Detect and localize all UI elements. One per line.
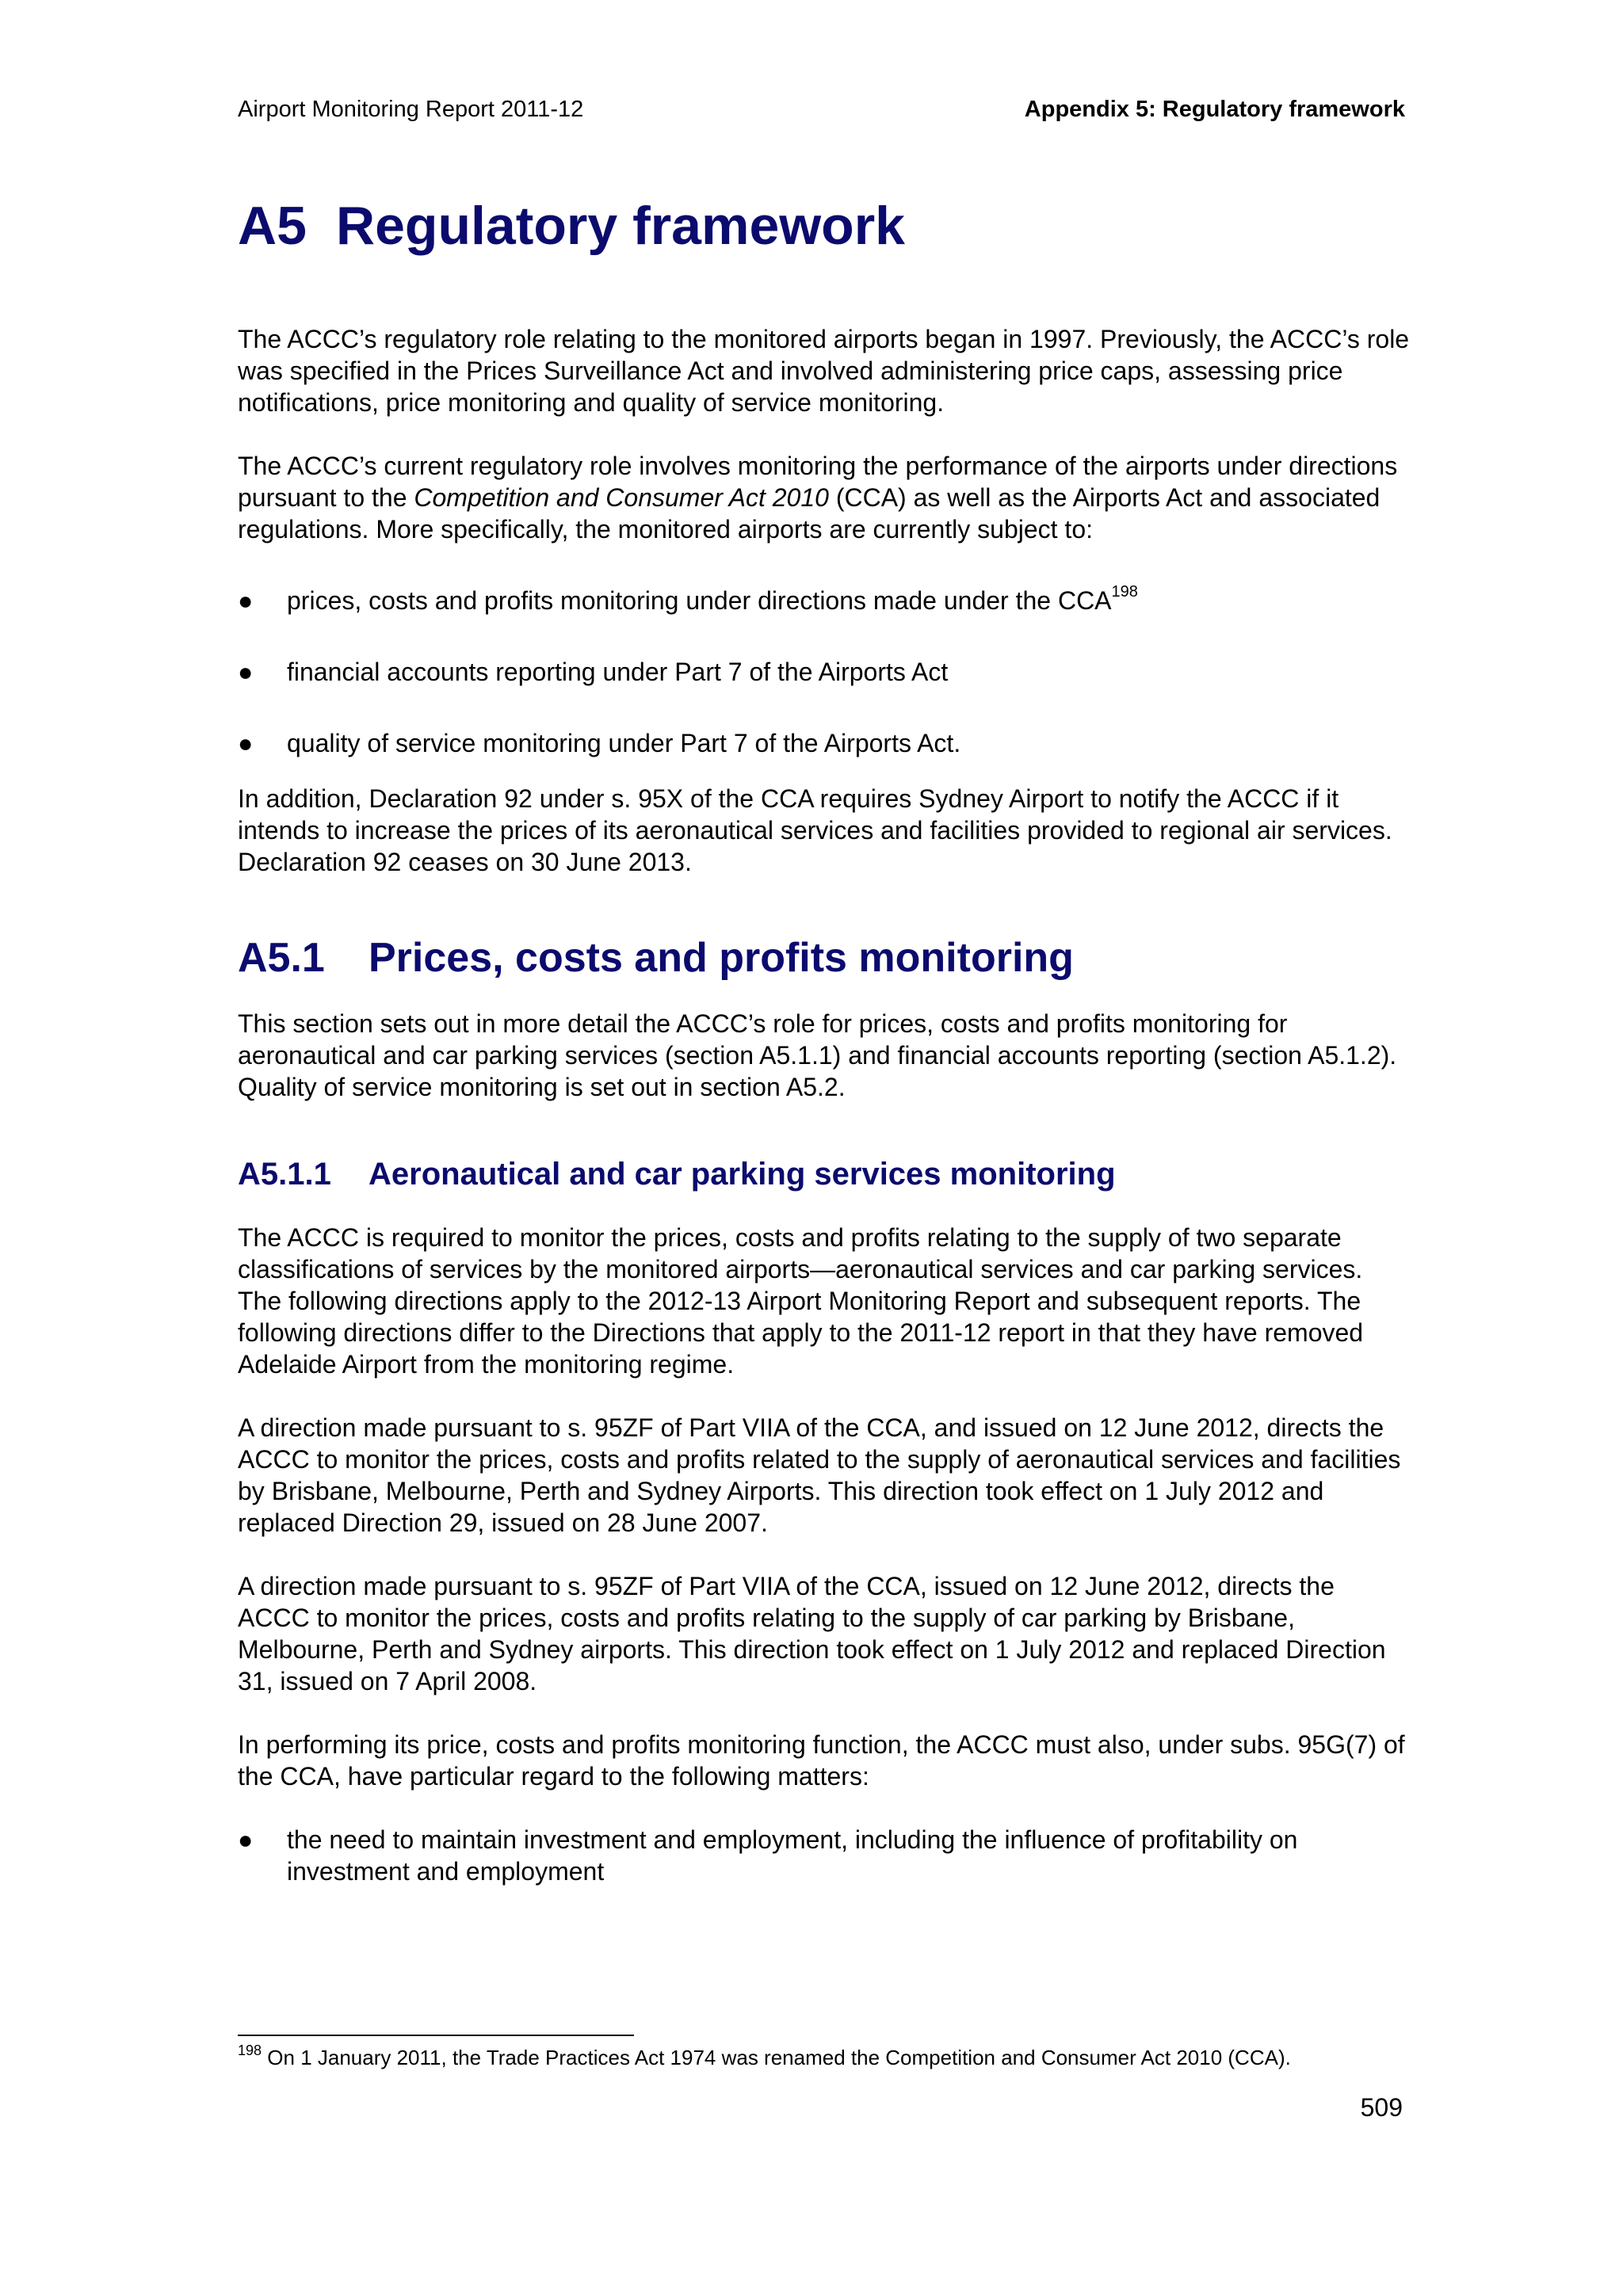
intro-paragraph-2-end: (CCA) as well as the Airports Act and associated regulations. More specifically, the monitored airports are currently subject to:	[238, 483, 1381, 543]
header-appendix-title: Appendix 5: Regulatory framework	[1024, 97, 1405, 122]
footnote-number: 198	[238, 2042, 262, 2058]
main-content	[238, 190, 1411, 1887]
section-heading-a5-1	[238, 930, 1411, 986]
bullet-icon: ●	[238, 729, 254, 757]
subsection-title: Aeronautical and car parking services monitoring	[369, 1157, 1116, 1192]
list-item	[238, 656, 1411, 688]
section-number: A5.1	[238, 935, 325, 981]
list-item	[238, 1824, 1411, 1887]
page-title-text: Regulatory framework	[336, 196, 905, 256]
footnote-text: On 1 January 2011, the Trade Practices Act 1974 was renamed the Competition and Consumer Act 2010 (CCA).	[267, 2046, 1291, 2069]
section-heading-a5-1-1	[238, 1152, 1411, 1196]
list-item	[238, 727, 1411, 759]
section-a5-1-1-paragraph-2: A direction made pursuant to s. 95ZF of Part VIIA of the CCA, and issued on 12 June 2012, directs the ACCC to monitor the prices, costs and profits related to the supply of aeronautical services and facilities by Brisbane, Melbourne, Perth and Sydney Airports. This direction took effect on 1 July 2012 and replaced Direction 29, issued on 28 June 2007.	[238, 1413, 1401, 1537]
act-name-italic: Competition and Consumer Act 2010	[414, 483, 829, 512]
intro-paragraph-2	[238, 450, 1411, 545]
list-item-text: quality of service monitoring under Part 7 of the Airports Act.	[287, 729, 961, 757]
section-title: Prices, costs and profits monitoring	[369, 935, 1074, 981]
page-title-number: A5	[238, 196, 307, 256]
bullet-icon: ●	[238, 658, 254, 686]
section-a5-1-1-paragraph-4: In performing its price, costs and profits monitoring function, the ACCC must also, under subs. 95G(7) of the CCA, have particular regard to the following matters:	[238, 1730, 1405, 1791]
intro-paragraph-2-start: The ACCC’s current regulatory role involves monitoring the performance of the airports under directions pursuant to the	[238, 452, 1398, 512]
bullet-icon: ●	[238, 586, 254, 615]
subsection-number: A5.1.1	[238, 1157, 331, 1192]
page-title	[238, 190, 1411, 261]
section-a5-1-paragraph: This section sets out in more detail the ACCC’s role for prices, costs and profits monitoring for aeronautical and car parking services (section A5.1.1) and financial accounts reporting (section A5.1.2). Quality of service monitoring is set out in section A5.2.	[238, 1009, 1397, 1101]
page-number: 509	[1360, 2093, 1403, 2122]
footnote-separator	[238, 2035, 634, 2036]
section-a5-1-1-paragraph-1: The ACCC is required to monitor the prices, costs and profits relating to the supply of two separate classifications of services by the monitored airports—aeronautical services and car parking services. The following directions apply to the 2012-13 Airport Monitoring Report and subsequent reports. The following directions differ to the Directions that apply to the 2011-12 report in that they have removed Adelaide Airport from the monitoring regime.	[238, 1223, 1364, 1379]
matters-list	[238, 1824, 1411, 1887]
footnote	[238, 2044, 1411, 2071]
list-item-text: prices, costs and profits monitoring under directions made under the CCA	[287, 586, 1112, 615]
section-a5-1-1-paragraph-3: A direction made pursuant to s. 95ZF of Part VIIA of the CCA, issued on 12 June 2012, directs the ACCC to monitor the prices, costs and profits relating to the supply of car parking by Brisbane, Melbourne, Perth and Sydney airports. This direction took effect on 1 July 2012 and replaced Direction 31, issued on 7 April 2008.	[238, 1572, 1386, 1695]
bullet-icon: ●	[238, 1825, 254, 1854]
footnote-reference[interactable]: 198	[1111, 583, 1138, 601]
monitoring-list	[238, 585, 1411, 759]
intro-paragraph-1: The ACCC’s regulatory role relating to the monitored airports began in 1997. Previously, the ACCC’s role was specified in the Prices Surveillance Act and involved administering price caps, assessing price notifications, price monitoring and quality of service monitoring.	[238, 325, 1410, 417]
list-item	[238, 585, 1411, 616]
list-item-text: financial accounts reporting under Part 7 of the Airports Act	[287, 658, 949, 686]
intro-paragraph-3: In addition, Declaration 92 under s. 95X of the CCA requires Sydney Airport to notify the ACCC if it intends to increase the prices of its aeronautical services and facilities provided to regional air services. Declaration 92 ceases on 30 June 2013.	[238, 784, 1392, 876]
header-report-title: Airport Monitoring Report 2011-12	[238, 97, 584, 122]
list-item-text: the need to maintain investment and employment, including the influence of profitability on investment and employment	[287, 1825, 1298, 1886]
